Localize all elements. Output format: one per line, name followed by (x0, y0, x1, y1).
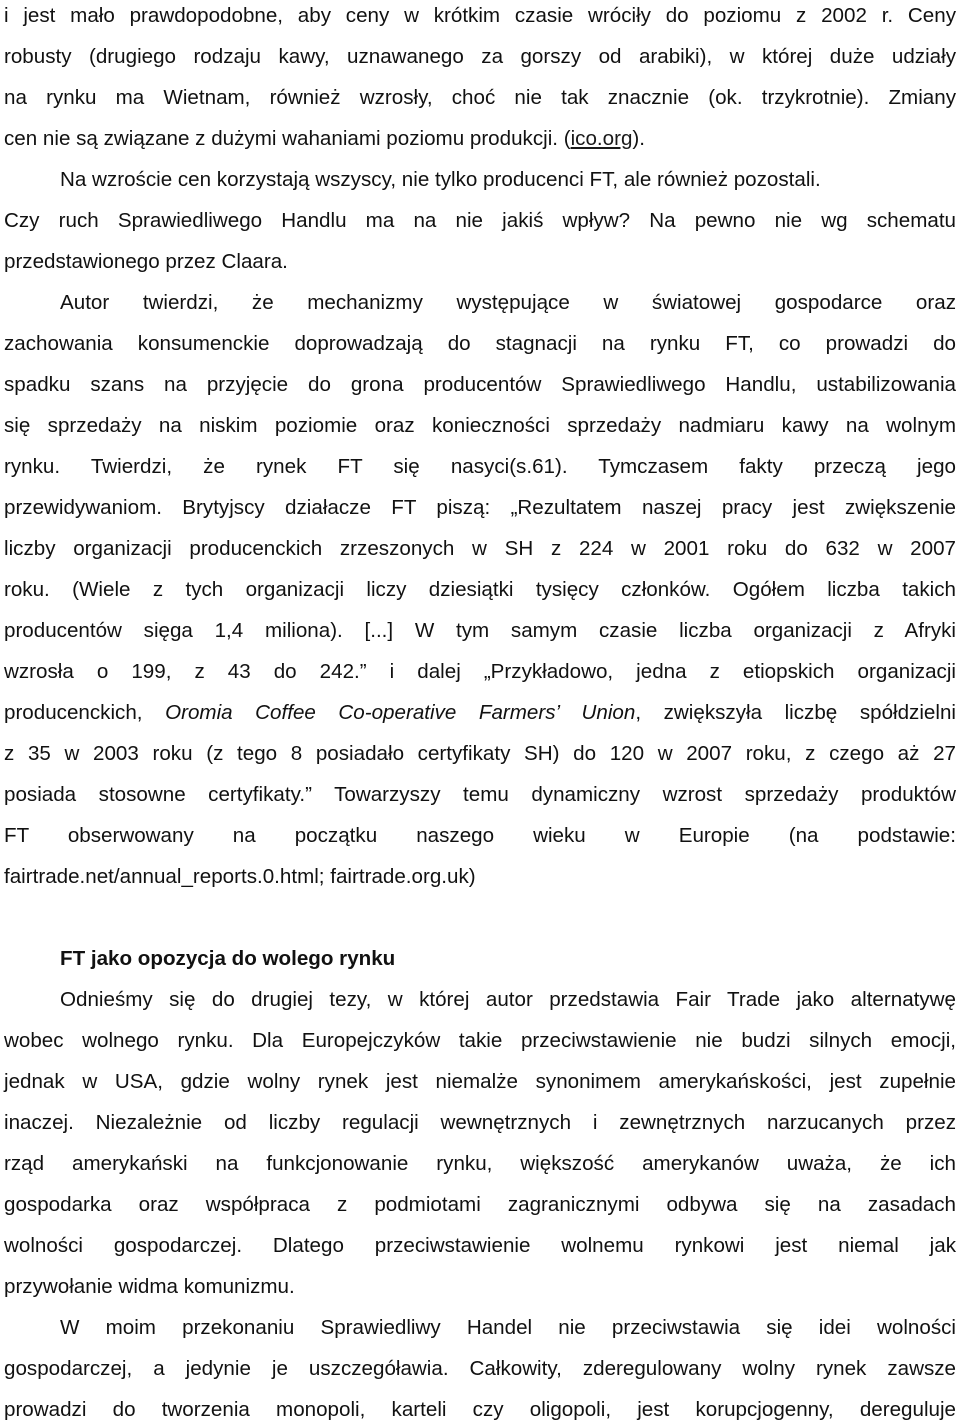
text-line: Na wzroście cen korzystają wszyscy, nie tylko producenci FT, ale również pozostali. (60, 168, 821, 191)
text-line: liczby organizacji producenckich zrzeszonych w SH z 224 w 2001 roku do 632 w 2007 (4, 537, 956, 560)
text-line: gospodarczej, a jedynie je uszczegóławia. Całkowity, zderegulowany wolny rynek zawsze (4, 1357, 956, 1380)
text-line: jednak w USA, gdzie wolny rynek jest niemalże synonimem amerykańskości, jest zupełnie (4, 1070, 956, 1093)
organization-name: Oromia Coffee Co-operative Farmers’ Union (165, 701, 636, 724)
text-line: i jest mało prawdopodobne, aby ceny w krótkim czasie wróciły do poziomu z 2002 r. Ceny (4, 4, 956, 27)
text-line: Autor twierdzi, że mechanizmy występujące w światowej gospodarce oraz (60, 291, 956, 314)
text-fragment: , zwiększyła liczbę spółdzielni (635, 701, 956, 724)
text-fragment: cen nie są związane z dużymi wahaniami poziomu produkcji. ( (4, 127, 571, 150)
text-line: wzrosła o 199, z 43 do 242.” i dalej „Przykładowo, jedna z etiopskich organizacji (4, 660, 956, 683)
text-line: zachowania konsumenckie doprowadzają do stagnacji na rynku FT, co prowadzi do (4, 332, 956, 355)
text-line (4, 126, 956, 152)
text-line: przedstawionego przez Claara. (4, 250, 288, 273)
text-line: wolności gospodarczej. Dlatego przeciwstawienie wolnemu rynkowi jest niemal jak (4, 1234, 956, 1257)
text-line: roku. (Wiele z tych organizacji liczy dziesiątki tysięcy członków. Ogółem liczba takich (4, 578, 956, 601)
text-line (4, 700, 956, 726)
text-line: z 35 w 2003 roku (z tego 8 posiadało certyfikaty SH) do 120 w 2007 roku, z czego aż 27 (4, 742, 956, 765)
text-line: rząd amerykański na funkcjonowanie rynku, większość amerykanów uważa, że ich (4, 1152, 956, 1175)
text-line: W moim przekonaniu Sprawiedliwy Handel nie przeciwstawia się idei wolności (60, 1316, 956, 1339)
text-line: przywołanie widma komunizmu. (4, 1275, 295, 1298)
text-line: na rynku ma Wietnam, również wzrosły, choć nie tak znacznie (ok. trzykrotnie). Zmiany (4, 86, 956, 109)
text-line: prowadzi do tworzenia monopoli, karteli czy oligopoli, jest korupcjogenny, dereguluje (4, 1398, 956, 1421)
text-line: Czy ruch Sprawiedliwego Handlu ma na nie jakiś wpływ? Na pewno nie wg schematu (4, 209, 956, 232)
text-line: inaczej. Niezależnie od liczby regulacji wewnętrznych i zewnętrznych narzucanych przez (4, 1111, 956, 1134)
text-line: spadku szans na przyjęcie do grona producentów Sprawiedliwego Handlu, ustabilizowania (4, 373, 956, 396)
text-line: wobec wolnego rynku. Dla Europejczyków takie przeciwstawienie nie budzi silnych emocji, (4, 1029, 956, 1052)
text-line: robusty (drugiego rodzaju kawy, uznawanego za gorszy od arabiki), w której duże udziały (4, 45, 956, 68)
text-fragment: ). (632, 127, 645, 150)
ico-org-link[interactable]: ico.org (570, 127, 633, 150)
text-line: producentów sięga 1,4 miliona). [...] W tym samym czasie liczba organizacji z Afryki (4, 619, 956, 642)
text-line: się sprzedaży na niskim poziomie oraz konieczności sprzedaży nadmiaru kawy na wolnym (4, 414, 956, 437)
section-heading: FT jako opozycja do wolego rynku (60, 947, 396, 970)
text-line: fairtrade.net/annual_reports.0.html; fairtrade.org.uk) (4, 865, 476, 888)
text-line: FT obserwowany na początku naszego wieku w Europie (na podstawie: (4, 824, 956, 847)
text-line: posiada stosowne certyfikaty.” Towarzyszy temu dynamiczny wzrost sprzedaży produktów (4, 783, 956, 806)
text-fragment: producenckich, (4, 701, 166, 724)
text-line: rynku. Twierdzi, że rynek FT się nasyci(s.61). Tymczasem fakty przeczą jego (4, 455, 956, 478)
text-line: gospodarka oraz współpraca z podmiotami zagranicznymi odbywa się na zasadach (4, 1193, 956, 1216)
text-line: przewidywaniom. Brytyjscy działacze FT piszą: „Rezultatem naszej pracy jest zwiększenie (4, 496, 956, 519)
text-line: Odnieśmy się do drugiej tezy, w której autor przedstawia Fair Trade jako alternatywę (60, 988, 956, 1011)
